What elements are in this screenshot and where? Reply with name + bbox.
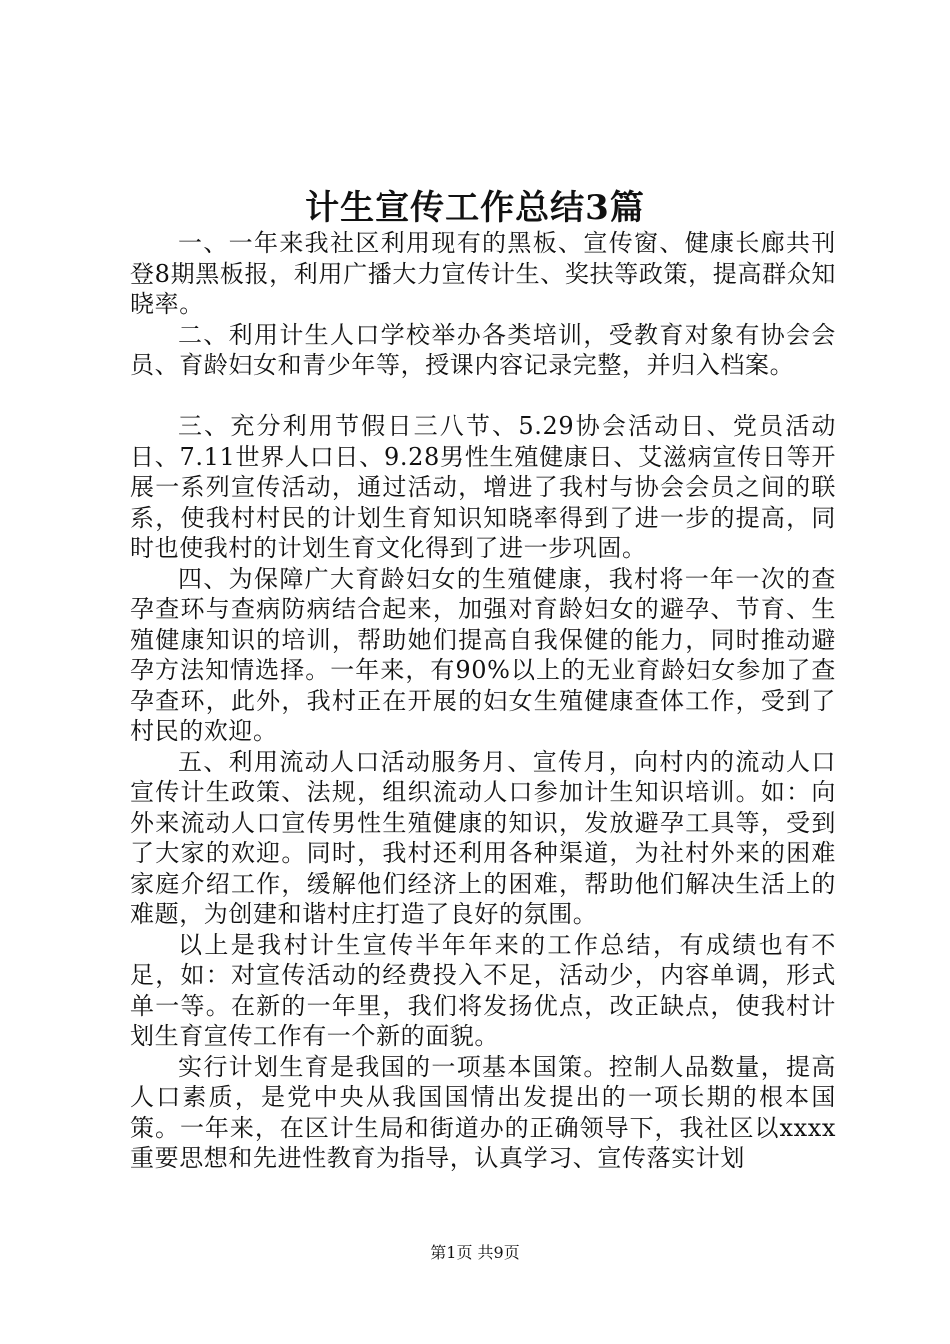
paragraph-7: 实行计划生育是我国的一项基本国策。控制人品数量，提高人口素质，是党中央从我国国情出发提出的一项长期的根本国策。一年来，在区计生局和街道办的正确领导下，我社区以xxxx重要思想和先进性教育为指导，认真学习、宣传落实计划 — [130, 1052, 836, 1172]
paragraph-6: 以上是我村计生宣传半年年来的工作总结，有成绩也有不足，如：对宣传活动的经费投入不足，活动少，内容单调，形式单一等。在新的一年里，我们将发扬优点，改正缺点，使我村计划生育宣传工作有一个新的面貌。 — [130, 930, 836, 1050]
document-body — [130, 228, 836, 1174]
paragraph-5: 五、利用流动人口活动服务月、宣传月，向村内的流动人口宣传计生政策、法规，组织流动人口参加计生知识培训。如：向外来流动人口宣传男性生殖健康的知识，发放避孕工具等，受到了大家的欢迎。同时，我村还利用各种渠道，为社村外来的困难家庭介绍工作，缓解他们经济上的困难，帮助他们解决生活上的难题，为创建和谐村庄打造了良好的氛围。 — [130, 747, 836, 928]
paragraph-4: 四、为保障广大育龄妇女的生殖健康，我村将一年一次的查孕查环与查病防病结合起来，加强对育龄妇女的避孕、节育、生殖健康知识的培训，帮助她们提高自我保健的能力，同时推动避孕方法知情选择。一年来，有90%以上的无业育龄妇女参加了查孕查环，此外，我村正在开展的妇女生殖健康查体工作，受到了村民的欢迎。 — [130, 564, 836, 745]
page-number-footer: 第1页 共9页 — [430, 1243, 520, 1262]
document-title: 计生宣传工作总结3篇 — [305, 188, 645, 228]
paragraph-2: 二、利用计生人口学校举办各类培训，受教育对象有协会会员、育龄妇女和青少年等，授课内容记录完整，并归入档案。 — [130, 320, 836, 379]
paragraph-3: 三、充分利用节假日三八节、5.29协会活动日、党员活动日、7.11世界人口日、9.28男性生殖健康日、艾滋病宣传日等开展一系列宣传活动，通过活动，增进了我村与协会会员之间的联系，使我村村民的计划生育知识知晓率得到了进一步的提高，同时也使我村的计划生育文化得到了进一步巩固。 — [130, 412, 836, 562]
paragraph-1: 一、一年来我社区利用现有的黑板、宣传窗、健康长廊共刊登8期黑板报，利用广播大力宣传计生、奖扶等政策，提高群众知晓率。 — [130, 229, 836, 318]
